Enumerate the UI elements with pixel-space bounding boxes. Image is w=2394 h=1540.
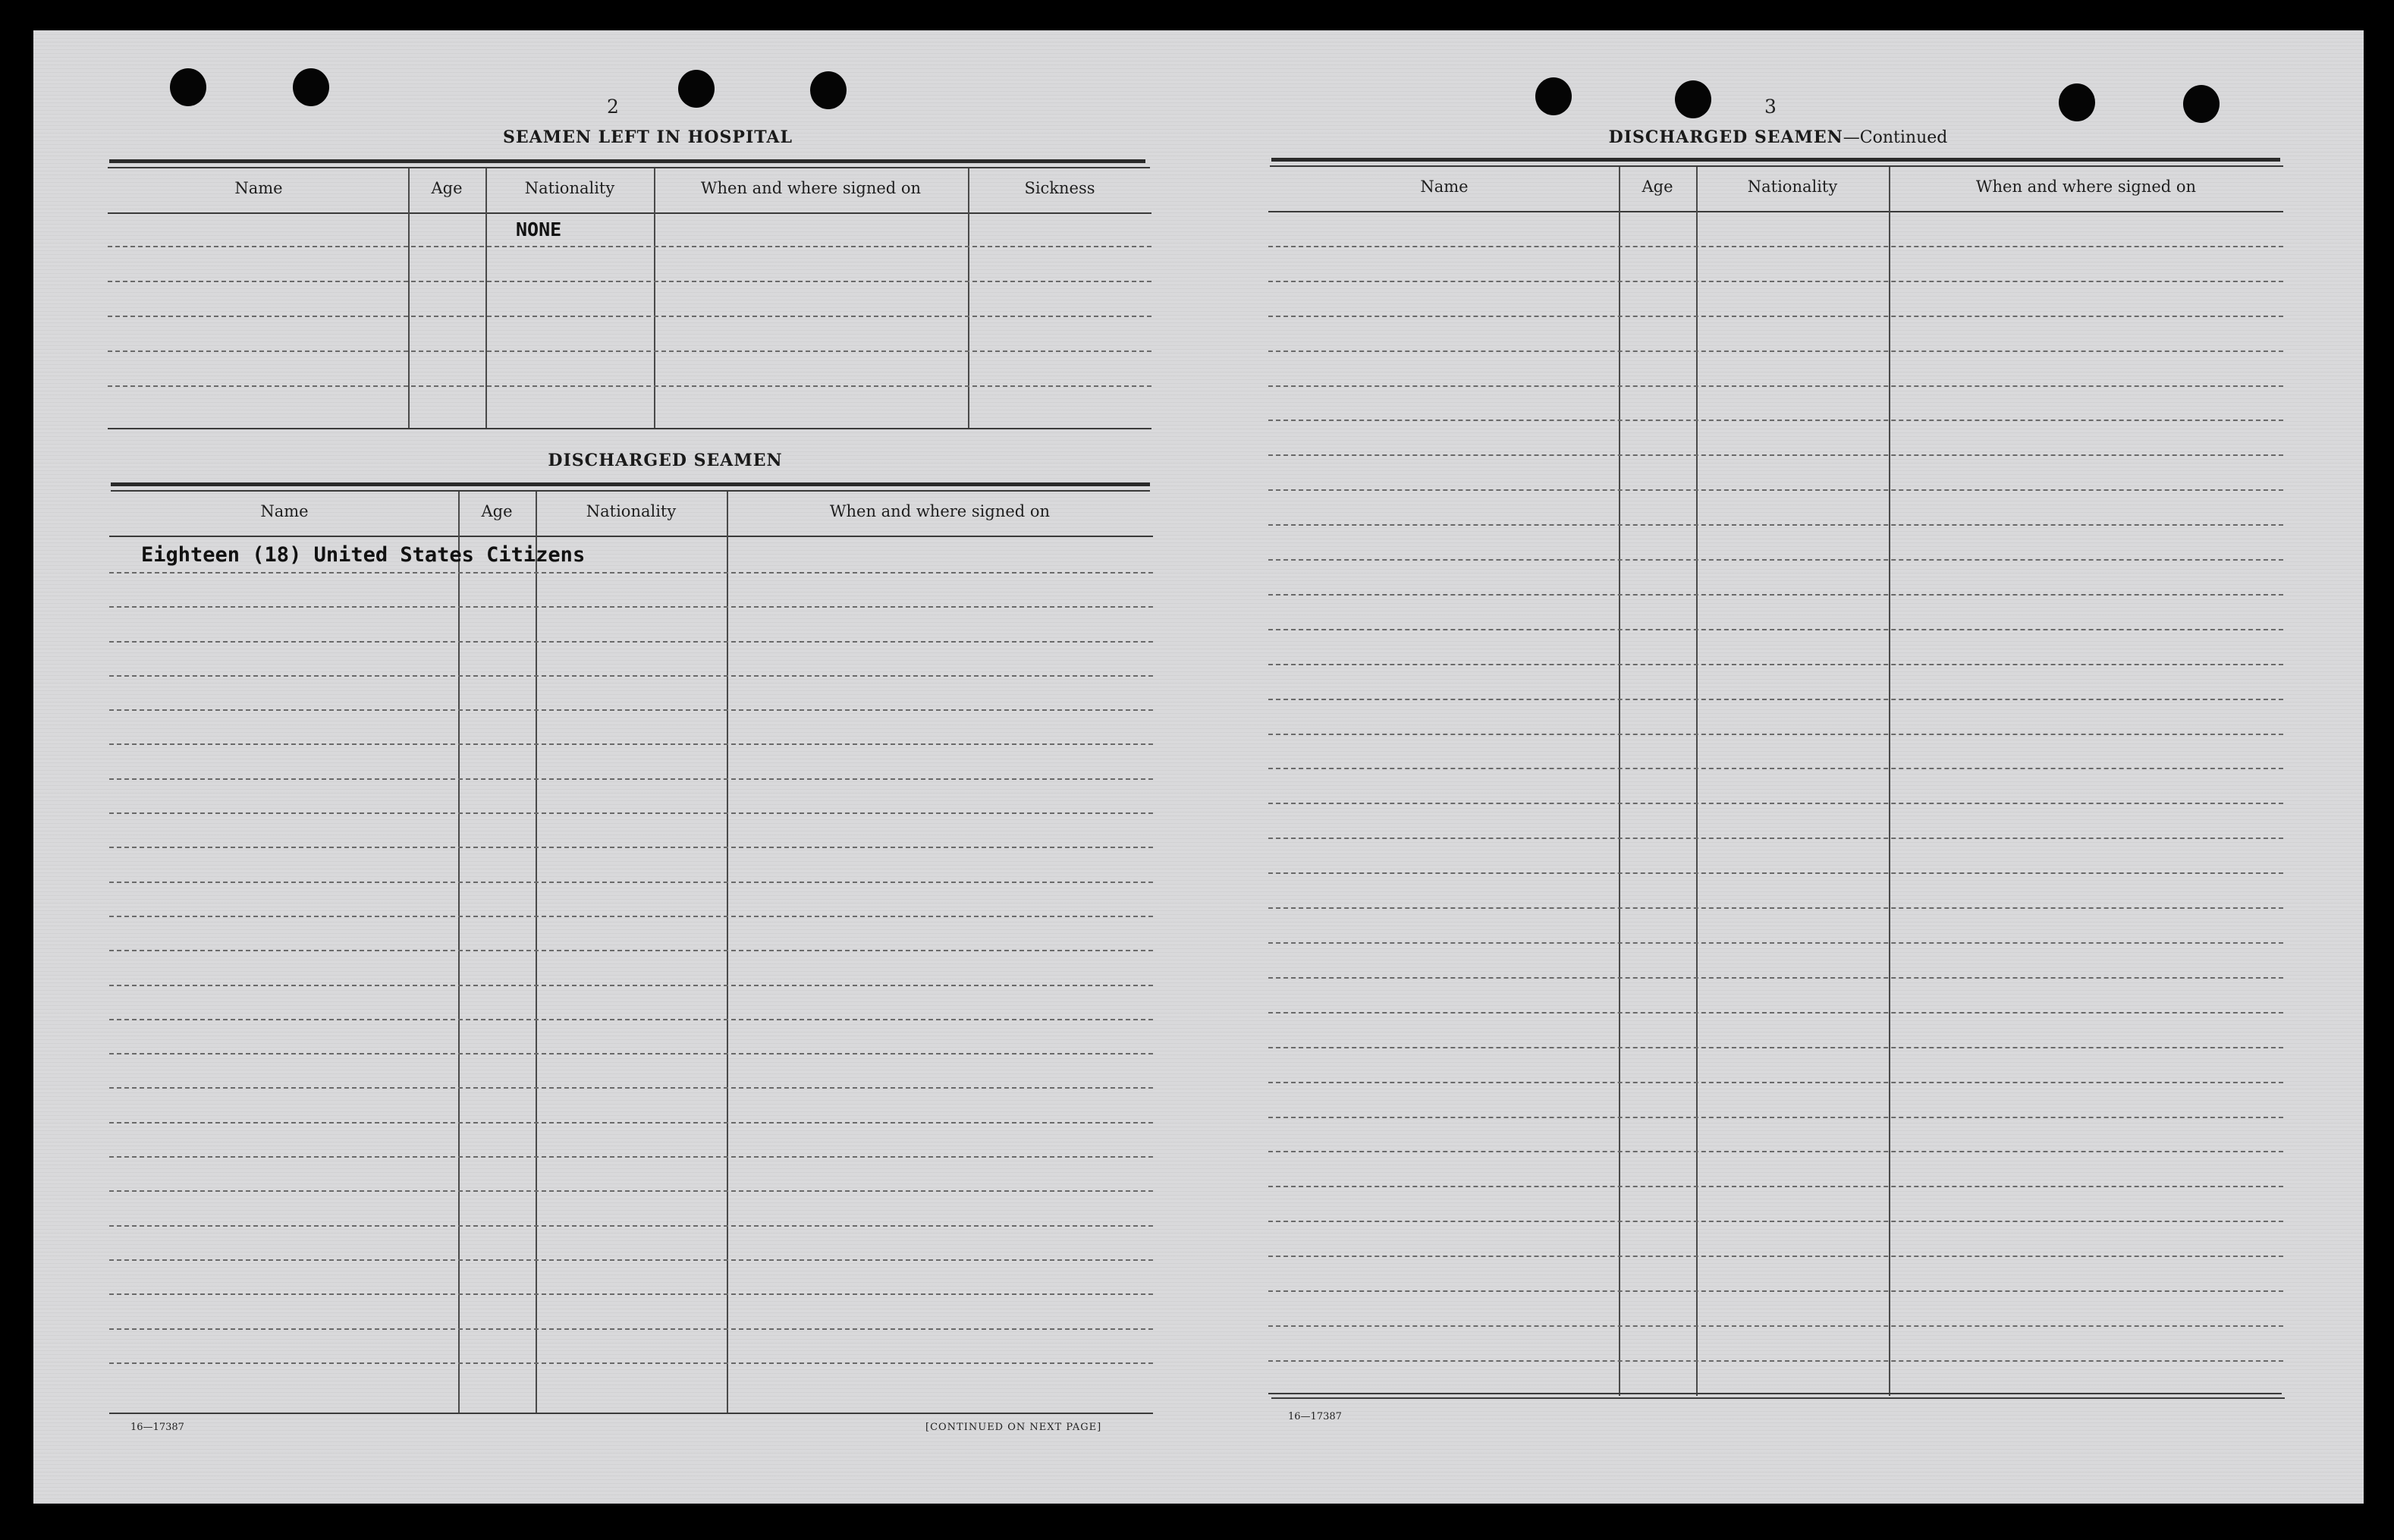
document-sheet [33, 30, 2364, 1504]
ruled-line [1268, 803, 2283, 804]
column-rule [458, 492, 460, 1413]
column-rule [485, 168, 487, 428]
ruled-line [1268, 454, 2283, 456]
ruled-line [109, 882, 1153, 883]
ruled-line [109, 1019, 1153, 1020]
ruled-line [1268, 699, 2283, 700]
ruled-line [1268, 316, 2283, 317]
hosp-column-header: Age [431, 179, 463, 197]
hosp-column-header: Sickness [1024, 179, 1095, 197]
divider [1268, 211, 2283, 212]
ruled-line [108, 350, 1151, 352]
dis-column-header: Age [481, 502, 513, 520]
ruled-line [1268, 838, 2283, 839]
ruled-line [1268, 1047, 2283, 1048]
ruled-line [1268, 1360, 2283, 1362]
ruled-line [109, 1293, 1153, 1295]
divider [111, 490, 1150, 492]
right-section-title [1247, 127, 2309, 147]
punch-hole [2059, 83, 2095, 121]
ruled-line [109, 709, 1153, 711]
ruled-line [1268, 350, 2283, 352]
ruled-line [1268, 768, 2283, 769]
hosp-column-header: When and where signed on [700, 179, 922, 197]
dis-column-header: When and where signed on [829, 502, 1051, 520]
ruled-line [1268, 872, 2283, 874]
ruled-line [1268, 907, 2283, 909]
ruled-line [109, 778, 1153, 780]
column-rule [408, 168, 410, 428]
ruled-line [1268, 489, 2283, 491]
ruled-line [109, 1053, 1153, 1054]
punch-hole [293, 68, 329, 106]
ruled-line [109, 1225, 1153, 1227]
ruled-line [109, 916, 1153, 917]
divider [108, 428, 1151, 429]
column-rule [727, 492, 728, 1413]
ruled-line [109, 985, 1153, 986]
discharged-entry-text: Eighteen (18) United States Citizens [141, 543, 586, 567]
ruled-line [1268, 1290, 2283, 1292]
ruled-line [109, 1328, 1153, 1330]
ruled-line [1268, 594, 2283, 596]
right-form-number: 16—17387 [1288, 1411, 1342, 1422]
dis-column-header: Nationality [586, 502, 677, 520]
ruled-line [109, 950, 1153, 951]
hospital-entry-text: NONE [516, 218, 562, 240]
ruled-line [1268, 1221, 2283, 1222]
divider [108, 167, 1150, 168]
ruled-line [109, 1362, 1153, 1364]
ruled-line [109, 1122, 1153, 1124]
ruled-line [109, 1259, 1153, 1261]
right-section-title-main: DISCHARGED SEAMEN [1608, 127, 1843, 147]
divider [1270, 165, 2283, 167]
right-page-number: 3 [1764, 96, 1777, 118]
ruled-line [1268, 977, 2283, 979]
ruled-line [1268, 734, 2283, 735]
right-column-header: Name [1420, 178, 1469, 196]
ruled-line [109, 1156, 1153, 1158]
ruled-line [1268, 1117, 2283, 1118]
right-section-title-suffix: —Continued [1843, 128, 1948, 147]
ruled-line [1268, 1325, 2283, 1327]
column-rule [536, 492, 537, 1413]
ruled-line [109, 572, 1153, 574]
divider [109, 1413, 1153, 1414]
divider [109, 536, 1153, 537]
ruled-line [109, 1087, 1153, 1089]
divider [1268, 1393, 2282, 1394]
ruled-line [109, 847, 1153, 848]
ruled-line [1268, 524, 2283, 526]
divider [1271, 1397, 2285, 1399]
ruled-line [1268, 629, 2283, 630]
hosp-column-header: Name [234, 179, 283, 197]
left-page-number: 2 [607, 96, 619, 118]
ruled-line [109, 812, 1153, 814]
ruled-line [108, 246, 1151, 247]
ruled-line [1268, 942, 2283, 944]
ruled-line [1268, 1012, 2283, 1014]
left-form-number: 16—17387 [130, 1422, 184, 1433]
ruled-line [1268, 1256, 2283, 1257]
ruled-line [1268, 1186, 2283, 1187]
right-column-header: Age [1642, 178, 1673, 196]
punch-hole [170, 68, 206, 106]
ruled-line [1268, 246, 2283, 247]
ruled-line [1268, 420, 2283, 421]
punch-hole [678, 70, 715, 108]
hospital-section-title: SEAMEN LEFT IN HOSPITAL [503, 127, 793, 147]
punch-hole [1535, 77, 1572, 115]
right-column-header: Nationality [1747, 178, 1838, 196]
divider [108, 212, 1151, 214]
divider [109, 159, 1145, 163]
column-rule [968, 168, 969, 428]
ruled-line [108, 316, 1151, 317]
ruled-line [109, 606, 1153, 608]
right-column-header: When and where signed on [1975, 178, 2197, 196]
punch-hole [2183, 85, 2220, 123]
ruled-line [109, 675, 1153, 677]
hosp-column-header: Nationality [524, 179, 615, 197]
ruled-line [1268, 1151, 2283, 1152]
column-rule [654, 168, 655, 428]
ruled-line [108, 385, 1151, 387]
continued-note: [CONTINUED ON NEXT PAGE] [925, 1422, 1102, 1433]
ruled-line [109, 743, 1153, 745]
ruled-line [108, 281, 1151, 282]
punch-hole [810, 71, 847, 109]
ruled-line [1268, 1082, 2283, 1083]
ruled-line [1268, 385, 2283, 387]
ruled-line [109, 641, 1153, 643]
discharged-section-title: DISCHARGED SEAMEN [548, 451, 783, 470]
ruled-line [1268, 559, 2283, 561]
divider [1271, 158, 2280, 162]
ruled-line [1268, 664, 2283, 665]
divider [111, 482, 1150, 486]
ruled-line [1268, 281, 2283, 282]
punch-hole [1675, 80, 1711, 118]
dis-column-header: Name [260, 502, 309, 520]
ruled-line [109, 1190, 1153, 1192]
